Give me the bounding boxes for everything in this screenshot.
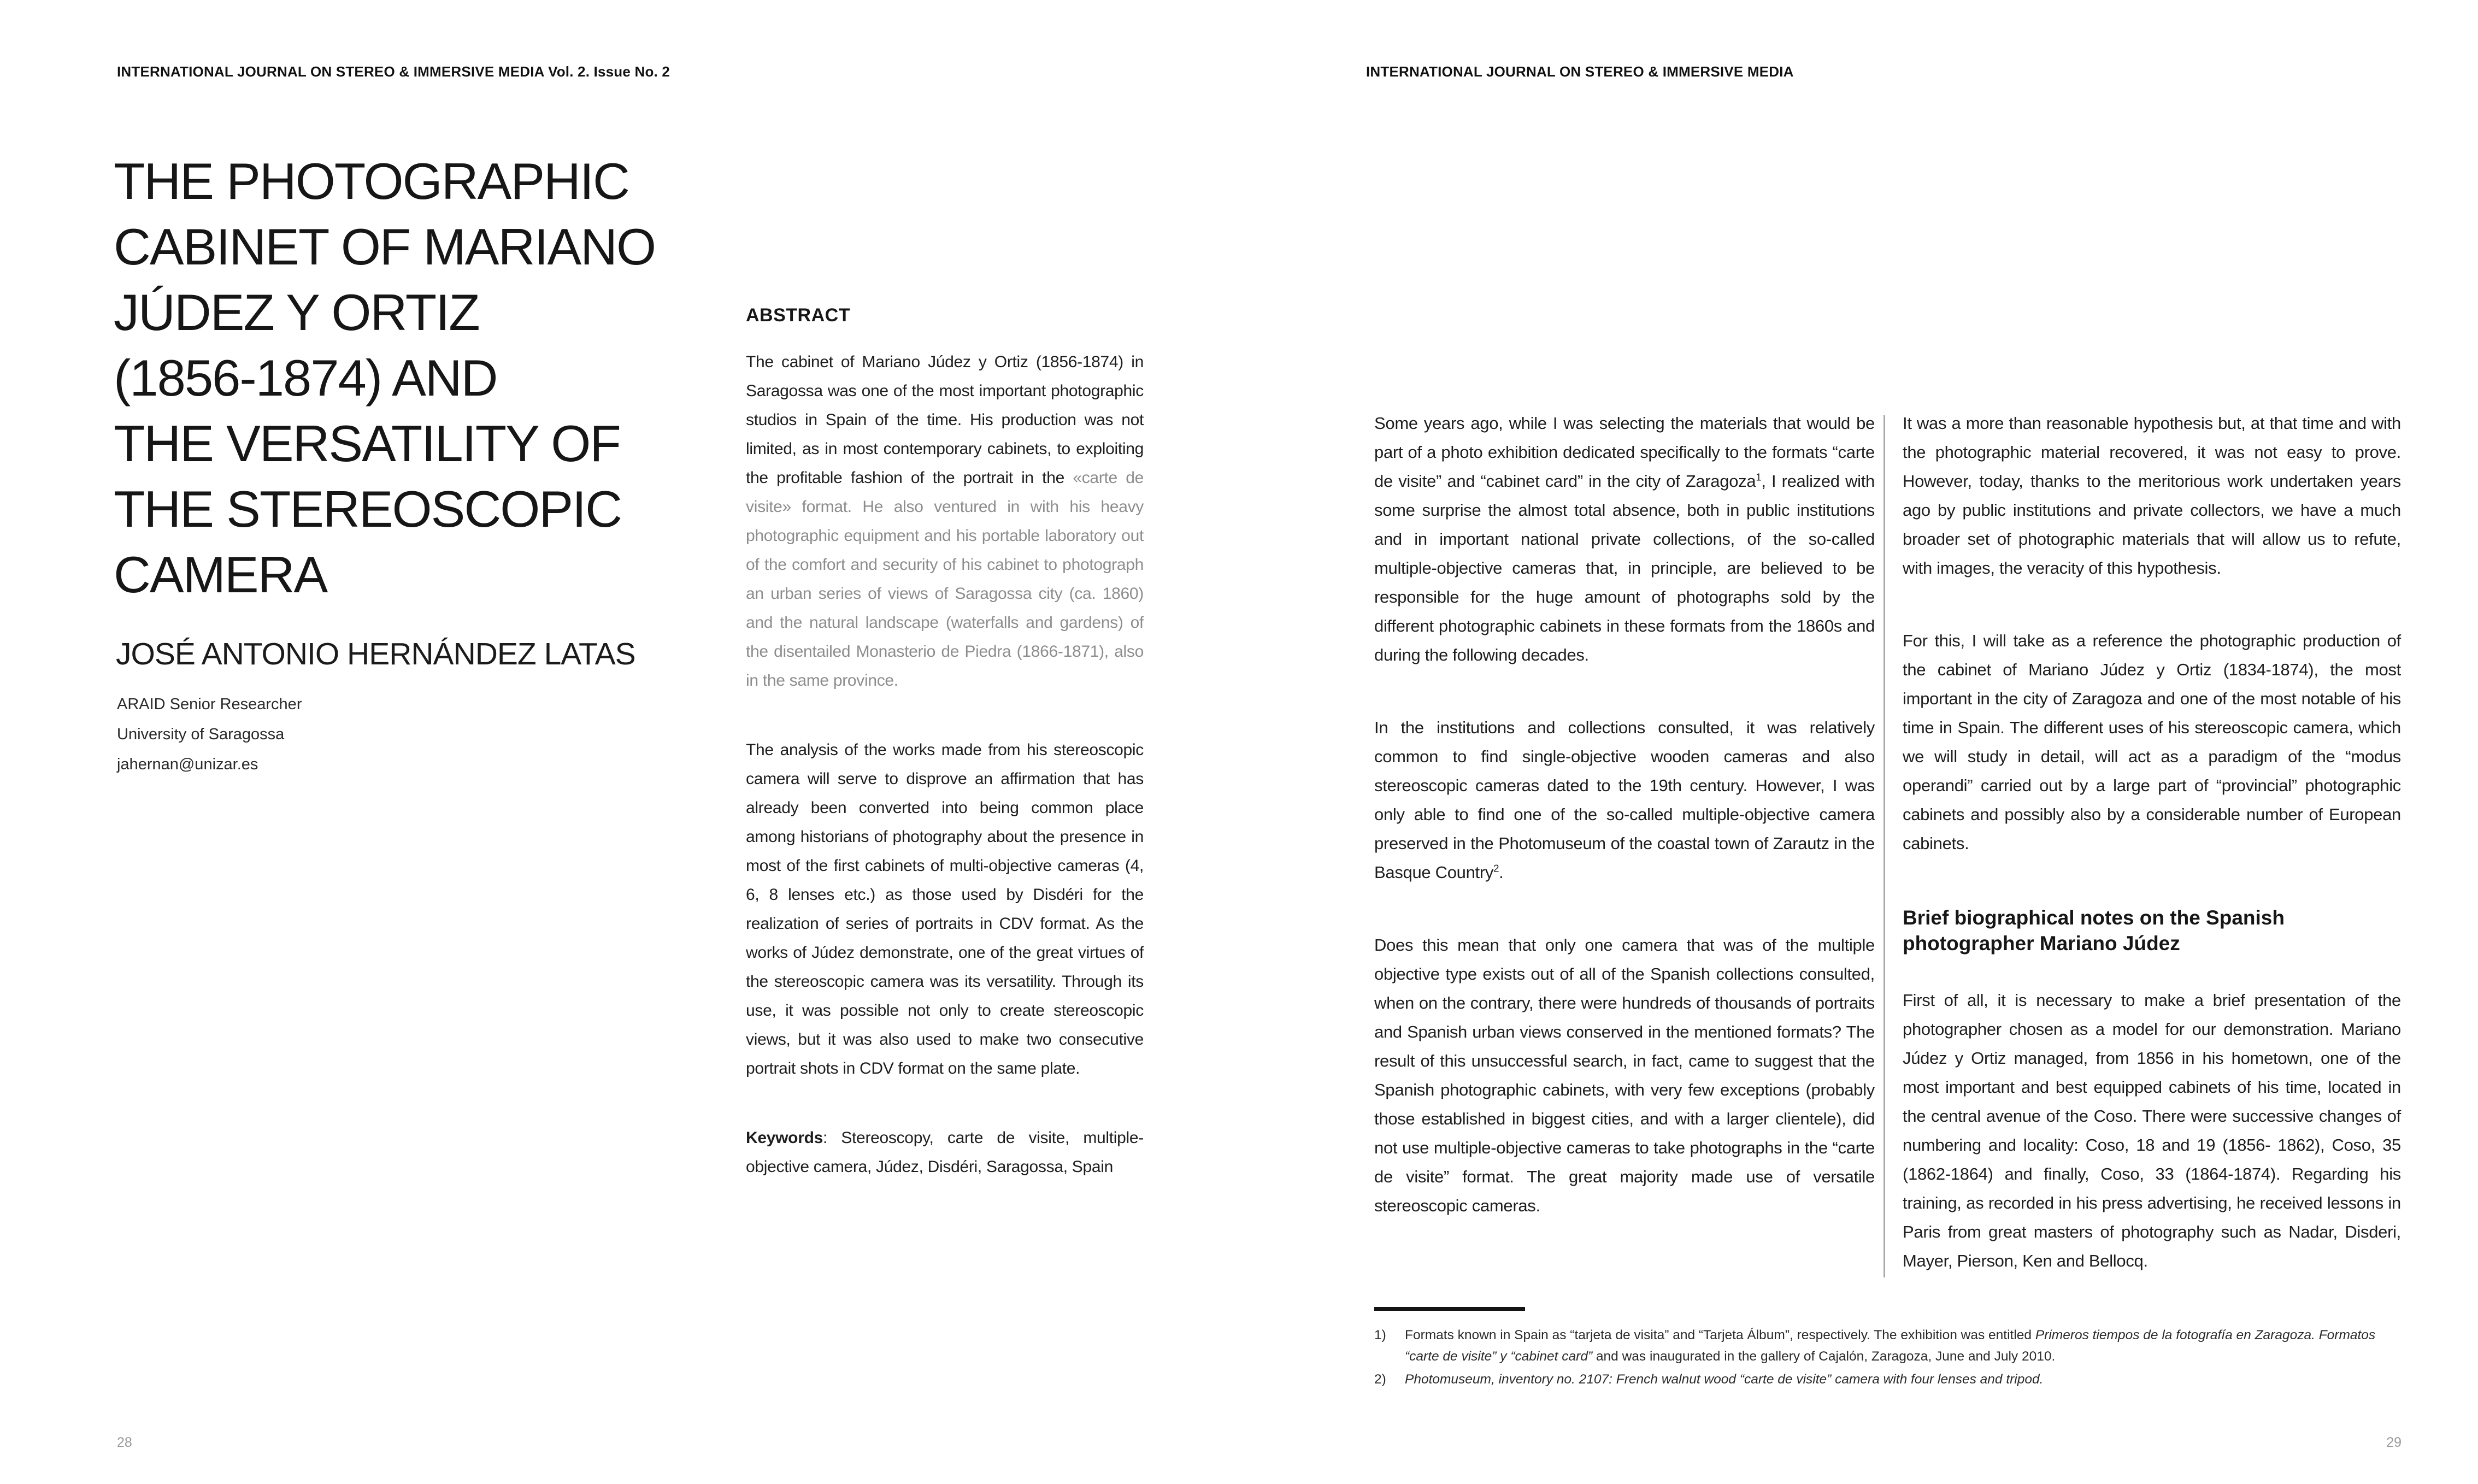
paragraph-text: .	[1499, 863, 1504, 882]
page-number-right: 29	[2386, 1435, 2402, 1450]
paragraph-text: In the institutions and collections consulted, it was relatively common to find single-objective wooden cameras and also stereoscopic cameras dated to the 19th century. However, I was only able to find one of the so-called multiple-objective camera preserved in the Photomuseum of the coastal town of Zarautz in the Basque Country	[1374, 718, 1875, 882]
title-line: THE PHOTOGRAPHIC	[114, 152, 629, 210]
author-email: jahernan@unizar.es	[117, 756, 258, 773]
paragraph-text: , I realized with some surprise the almost total absence, both in public institutions and in important national private collections, of the so-called multiple-objective cameras that, in principle, are believed to be responsible for the huge amount of photographs sold by the different photographic cabinets in these formats from the 1860s and during the following decades.	[1374, 472, 1875, 664]
footnote-number: 1)	[1374, 1328, 1386, 1342]
article-title	[114, 149, 655, 608]
body-paragraph	[1374, 409, 1875, 669]
text-column-1	[1374, 409, 1875, 1220]
section-heading-line: photographer Mariano Júdez	[1903, 932, 2180, 955]
footnote-text-italic: Photomuseum, inventory no. 2107: French walnut wood “carte de visite” camera with four lenses and tripod.	[1405, 1372, 2044, 1387]
abstract-heading: ABSTRACT	[746, 305, 850, 326]
keywords-paragraph	[746, 1123, 1144, 1181]
footnote-text	[1405, 1324, 2403, 1367]
footnote-separator-rule	[1374, 1307, 1525, 1311]
keywords-list: : Stereoscopy, carte de visite, multiple-objective camera, Júdez, Disdéri, Saragossa, Spain	[746, 1129, 1144, 1176]
column-divider	[1883, 415, 1885, 1277]
footnote-text-italic: Primeros tiempos de la fotografía en Zaragoza. Formatos “carte de visite” y “cabinet card”	[1405, 1328, 2376, 1364]
running-head-right: INTERNATIONAL JOURNAL ON STEREO & IMMERSIVE MEDIA	[1366, 63, 1794, 80]
title-line: JÚDEZ Y ORTIZ	[114, 284, 479, 341]
author-affiliation: University of Saragossa	[117, 726, 285, 743]
section-heading-line: Brief biographical notes on the Spanish	[1903, 906, 2285, 929]
author-name: JOSÉ ANTONIO HERNÁNDEZ LATAS	[116, 637, 635, 672]
author-details	[117, 690, 302, 780]
footnote-text	[1405, 1369, 2403, 1390]
abstract-text-muted: «carte de visite» format. He also ventured in with his heavy photographic equipment and his portable laboratory out of the comfort and security of his cabinet to photograph an urban series of views of Saragossa city (ca. 1860) and the natural landscape (waterfalls and gardens) of the disentailed Monasterio de Piedra (1866-1871), also in the same province.	[746, 469, 1144, 690]
footnote-1	[1374, 1324, 2403, 1367]
body-paragraph: Does this mean that only one camera that was of the multiple objective type exists out of all of the Spanish collections consulted, when on the contrary, there were hundreds of thousands of portraits and Spanish urban views conserved in the mentioned formats? The result of this unsuccessful search, in fact, came to suggest that the Spanish photographic cabinets, with very few exceptions (probably those established in biggest cities, and with a larger clientele), did not use multiple-objective cameras to take photographs in the “carte de visite” format. The great majority made use of versatile stereoscopic cameras.	[1374, 935, 1875, 1215]
body-paragraph: It was a more than reasonable hypothesis but, at that time and with the photographic material recovered, it was not easy to prove. However, today, thanks to the meritorious work undertaken years ago by public institutions and private collectors, we have a much broader set of photographic materials that will allow us to refute, with images, the veracity of this hypothesis.	[1903, 414, 2401, 578]
author-role: ARAID Senior Researcher	[117, 696, 302, 713]
keywords-label: Keywords	[746, 1129, 823, 1147]
title-line: THE STEREOSCOPIC	[114, 480, 622, 538]
body-paragraph	[1374, 713, 1875, 887]
section-heading	[1903, 905, 2401, 956]
footnotes	[1374, 1324, 2403, 1392]
footnote-ref-1: 1	[1756, 471, 1762, 483]
running-head-left: INTERNATIONAL JOURNAL ON STEREO & IMMERSIVE MEDIA Vol. 2. Issue No. 2	[117, 63, 670, 80]
footnote-text-roman: Formats known in Spain as “tarjeta de visita” and “Tarjeta Álbum”, respectively. The exhibition was entitled	[1405, 1328, 2035, 1342]
title-line: CABINET OF MARIANO	[114, 218, 656, 275]
title-line: CAMERA	[114, 546, 327, 603]
footnote-number: 2)	[1374, 1372, 1386, 1387]
abstract-text-dark: The cabinet of Mariano Júdez y Ortiz (1856-1874) in Saragossa was one of the most important photographic studios in Spain of the time. His production was not limited, as in most contemporary cabinets, to exploiting the profitable fashion of the portrait in the	[746, 353, 1144, 487]
title-line: (1856-1874) AND	[114, 349, 497, 407]
footnote-ref-2: 2	[1493, 862, 1499, 874]
abstract-section	[746, 348, 1144, 1181]
title-line: THE VERSATILITY OF	[114, 415, 620, 472]
abstract-paragraph-2: The analysis of the works made from his stereoscopic camera will serve to disprove an affirmation that has already been converted into being common place among historians of photography about the presence in most of the first cabinets of multi-objective cameras (4, 6, 8 lenses etc.) as those used by Disdéri for the realization of series of portraits in CDV format. As the works of Júdez demonstrate, one of the great virtues of the stereoscopic camera was its versatility. Through its use, it was possible not only to create stereoscopic views, but it was also used to make two consecutive portrait shots in CDV format on the same plate.	[746, 741, 1144, 1077]
body-paragraph: First of all, it is necessary to make a brief presentation of the photographer chosen as a model for our demonstration. Mariano Júdez y Ortiz managed, from 1856 in his hometown, one of the most important and best equipped cabinets of his time, located in the central avenue of the Coso. There were successive changes of numbering and locality: Coso, 18 and 19 (1856- 1862), Coso, 35 (1862-1864) and finally, Coso, 33 (1864-1874). Regarding his training, as recorded in his press advertising, he received lessons in Paris from great masters of photography such as Nadar, Disderi, Mayer, Pierson, Ken and Bellocq.	[1903, 991, 2401, 1270]
body-paragraph: For this, I will take as a reference the photographic production of the cabinet of Mariano Júdez y Ortiz (1834-1874), the most important in the city of Zaragoza and one of the most notable of his time in Spain. The different uses of his stereoscopic camera, which we will study in detail, will act as a paradigm of the “modus operandi” carried out by a large part of “provincial” photographic cabinets and possibly also by a considerable number of European cabinets.	[1903, 631, 2401, 853]
abstract-paragraph-1	[746, 348, 1144, 695]
footnote-text-roman: and was inaugurated in the gallery of Cajalón, Zaragoza, June and July 2010.	[1592, 1349, 2056, 1364]
paragraph-text: Some years ago, while I was selecting the materials that would be part of a photo exhibition dedicated specifically to the formats “carte de visite” and “cabinet card” in the city of Zaragoza	[1374, 414, 1875, 491]
footnote-2	[1374, 1369, 2403, 1390]
text-column-2	[1903, 409, 2401, 1275]
page-number-left: 28	[117, 1435, 132, 1450]
